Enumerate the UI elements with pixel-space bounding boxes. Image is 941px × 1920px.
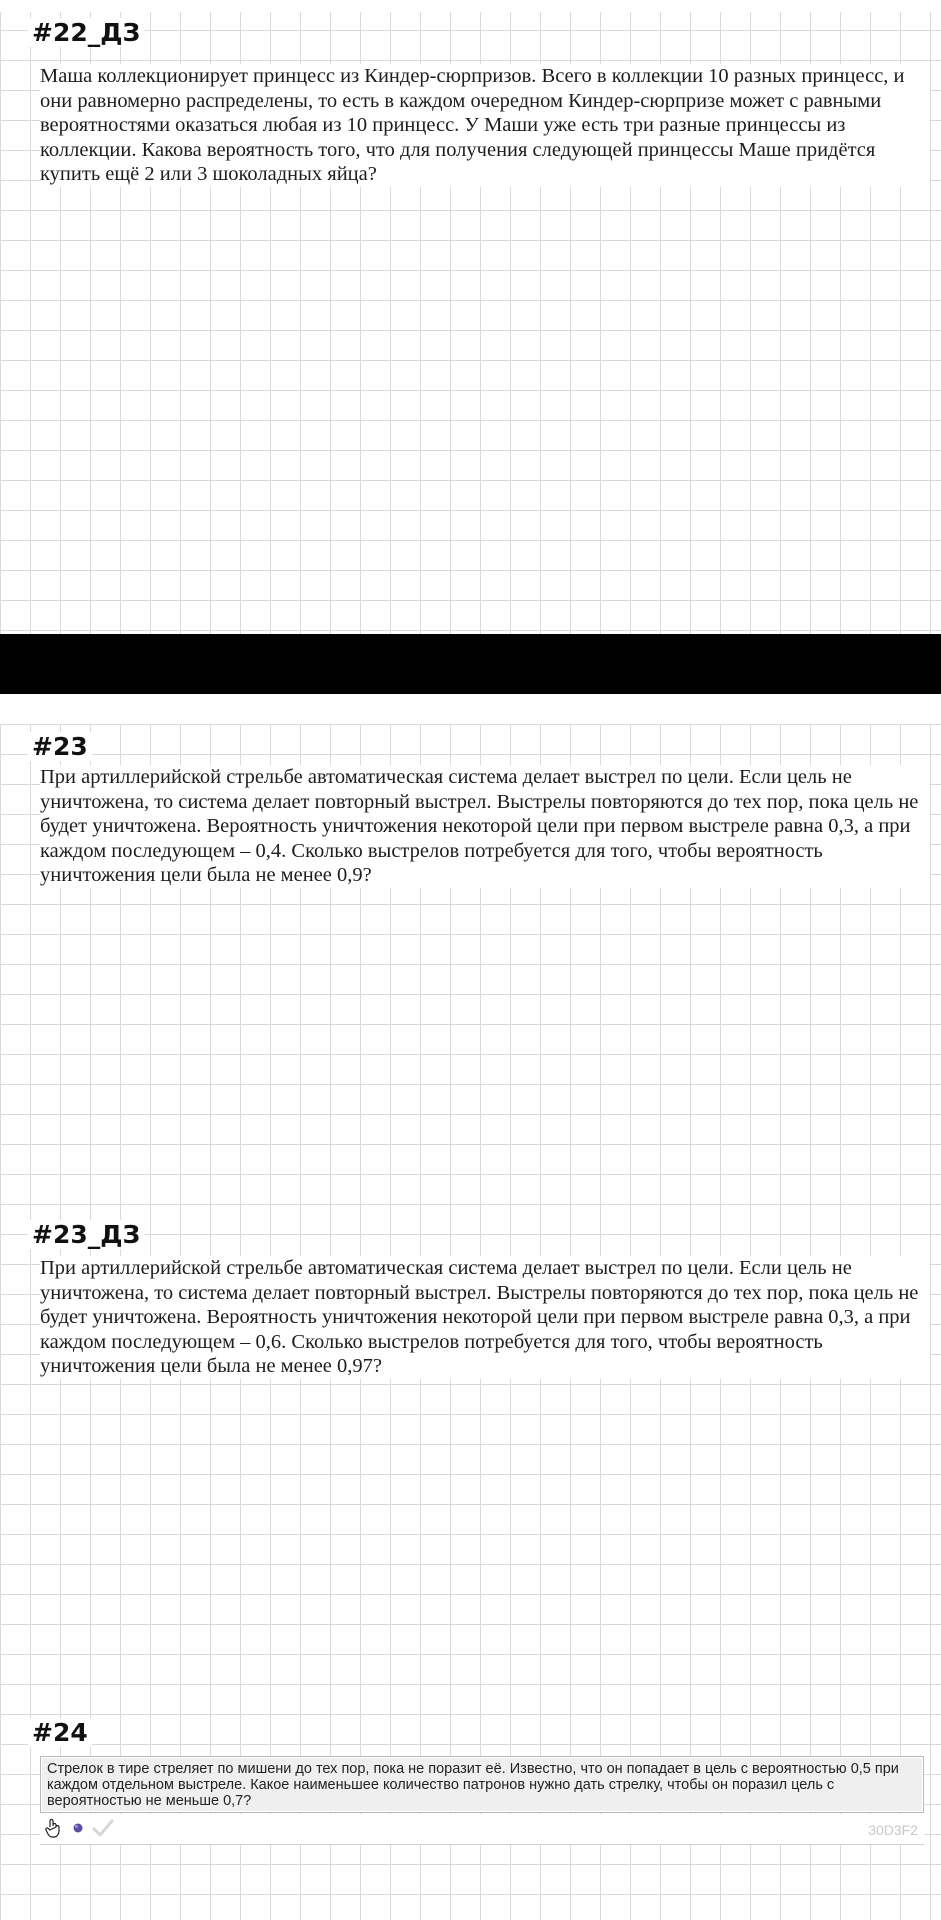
hand-pointer-icon[interactable]	[44, 1818, 62, 1838]
checkmark-icon[interactable]	[92, 1818, 114, 1838]
top-margin	[0, 0, 941, 12]
problem-title-22-dz: #22_ДЗ	[28, 18, 144, 47]
problem-title-24: #24	[28, 1718, 92, 1747]
section-top-margin	[0, 694, 941, 724]
black-separator-bar	[0, 634, 941, 694]
problem-widget-24	[40, 1756, 924, 1813]
problem-text-24: Стрелок в тире стреляет по мишени до тех пор, пока не поразит её. Известно, что он попадает в цель с вероятностью 0,5 при каждом отдельном выстреле. Какое наименьшее количество патронов нужно дать стрелку, чтобы он поразил цель с вероятностью не меньше 0,7?	[47, 1761, 899, 1809]
widget-toolbar	[40, 1814, 924, 1845]
problem-text-23-dz: При артиллерийской стрельбе автоматическая система делает выстрел по цели. Если цель не уничтожена, то система делает повторный выстрел. Выстрелы повторяются до тех пор, пока цель не будет уничтожена. Вероятность уничтожения некоторой цели при первом выстреле равна 0,3, а при каждом последующем – 0,6. Сколько выстрелов потребуется для того, чтобы вероятность уничтожения цели была не менее 0,97?	[40, 1256, 930, 1379]
purple-dot-icon[interactable]	[72, 1822, 84, 1834]
problem-title-23-dz: #23_ДЗ	[28, 1220, 144, 1249]
problem-text-22-dz: Маша коллекционирует принцесс из Киндер-сюрпризов. Всего в коллекции 10 разных принцесс, и они равномерно распределены, то есть в каждом очередном Киндер-сюрпризе может с равными вероятностями оказаться любая из 10 принцесс. У Маши уже есть три разные принцессы из коллекции. Какова вероятность того, что для получения следующей принцессы Маше придётся купить ещё 2 или 3 шоколадных яйца?	[40, 64, 930, 187]
task-code: 30D3F2	[868, 1822, 918, 1838]
problem-title-23: #23	[28, 732, 92, 761]
problem-text-23: При артиллерийской стрельбе автоматическая система делает выстрел по цели. Если цель не уничтожена, то система делает повторный выстрел. Выстрелы повторяются до тех пор, пока цель не будет уничтожена. Вероятность уничтожения некоторой цели при первом выстреле равна 0,3, а при каждом последующем – 0,4. Сколько выстрелов потребуется для того, чтобы вероятность уничтожения цели была не менее 0,9?	[40, 765, 930, 888]
